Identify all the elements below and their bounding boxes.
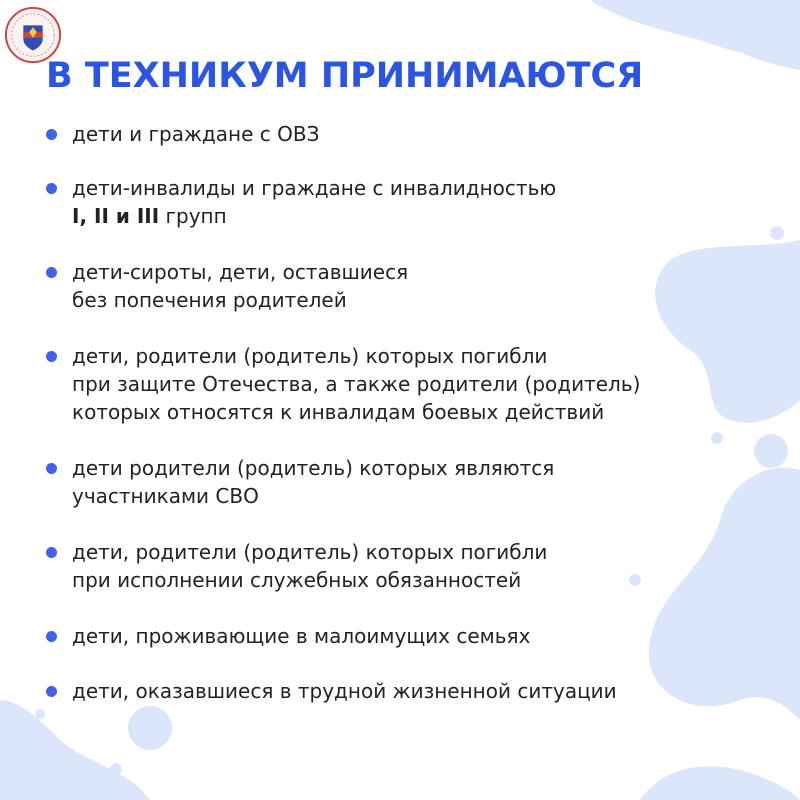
bullet-icon <box>46 129 57 140</box>
item-text-rest: групп <box>159 204 227 228</box>
item-text: дети, оказавшиеся в трудной жизненной ситуации <box>72 679 617 703</box>
item-text: дети, родители (родитель) которых погибли <box>72 344 548 368</box>
item-text: дети-инвалиды и граждане с инвалидностью <box>72 176 557 200</box>
item-text: дети, проживающие в малоимущих семьях <box>72 624 531 648</box>
item-text-bold: I, II и III <box>72 204 160 228</box>
bullet-icon <box>46 686 57 697</box>
item-text: дети и граждане с ОВЗ <box>72 122 320 146</box>
item-text: без попечения родителей <box>72 288 347 312</box>
bullet-icon <box>46 267 57 278</box>
item-text: дети родители (родитель) которых являются <box>72 456 555 480</box>
bullet-icon <box>46 631 57 642</box>
page-title: В ТЕХНИКУМ ПРИНИМАЮТСЯ <box>46 56 644 96</box>
bullet-icon <box>46 463 57 474</box>
item-text-line2 <box>72 202 556 230</box>
bullet-icon <box>46 547 57 558</box>
item-text: участниками СВО <box>72 484 259 508</box>
item-text: которых относятся к инвалидам боевых действий <box>72 400 605 424</box>
item-text: при исполнении служебных обязанностей <box>72 568 522 592</box>
item-text: дети-сироты, дети, оставшиеся <box>72 260 409 284</box>
bullet-icon <box>46 183 57 194</box>
item-text: при защите Отечества, а также родители (родитель) <box>72 372 641 396</box>
bullet-icon <box>46 351 57 362</box>
item-text: дети, родители (родитель) которых погибли <box>72 540 548 564</box>
